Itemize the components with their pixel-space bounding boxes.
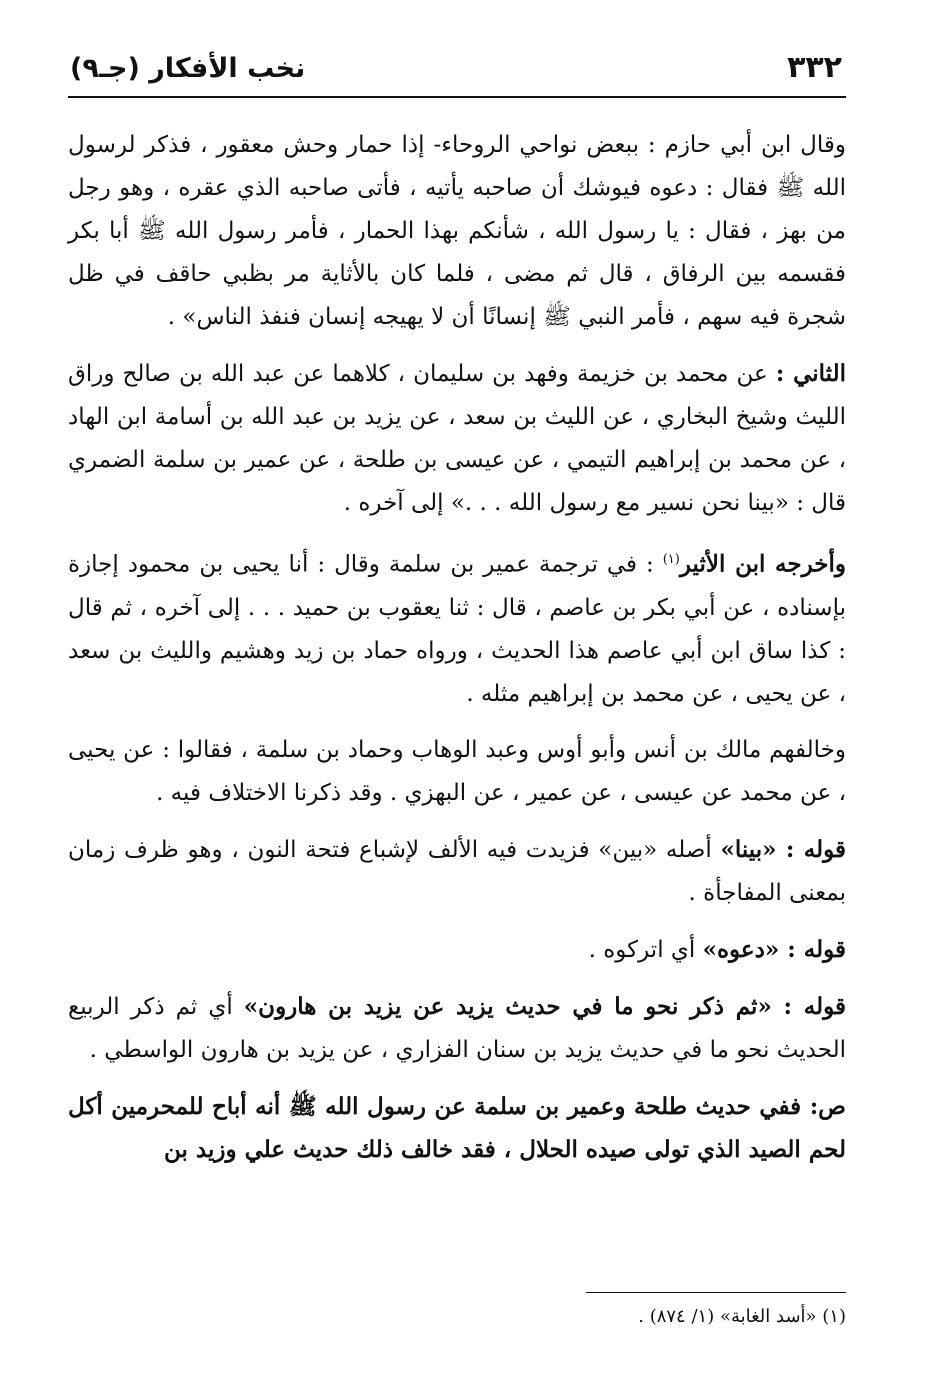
paragraph-3-text: : في ترجمة عمير بن سلمة وقال : أنا يحيى بن محمود إجازة بإسناده ، عن أبي بكر بن عاصم ، قال : ثنا يعقوب بن حميد . . . إلى آخره ، ثم قال : كذا ساق ابن أبي عاصم هذا الحديث ، ورواه حماد بن زيد وهشيم والليث بن سعد ، عن يحيى ، عن محمد بن إبراهيم مثله .: [68, 551, 846, 707]
paragraph-5-text: أصله «بين» فزيدت فيه الألف لإشباع فتحة النون ، وهو ظرف زمان بمعنى المفاجأة .: [68, 836, 846, 906]
paragraph-6: [68, 928, 846, 972]
body-text: [68, 124, 846, 1184]
paragraph-7: [68, 985, 846, 1072]
paragraph-7-lead: قوله : «ثم ذكر نحو ما في حديث يزيد عن يزيد بن هارون»: [243, 992, 846, 1020]
paragraph-6-lead: قوله : «دعوه»: [702, 935, 846, 963]
paragraph-3: [68, 538, 846, 716]
header-rule: [68, 96, 846, 98]
page-header: [68, 40, 846, 96]
footnote-ref: (١): [662, 552, 680, 567]
page-number: ٣٣٢: [787, 50, 842, 85]
footnote: (١) «أسد الغابة» (١/ ٨٧٤) .: [638, 1306, 846, 1327]
paragraph-4: [68, 729, 846, 815]
paragraph-1-text: وقال ابن أبي حازم : ببعض نواحي الروحاء- إذا حمار وحش معقور ، فذكر لرسول الله ﷺ فقال : دعوه فيوشك أن صاحبه يأتيه ، فأتى صاحبه الذي عقره ، وهو رجل من بهز ، فقال : يا رسول الله ، شأنكم بهذا الحمار ، فأمر رسول الله ﷺ أبا بكر فقسمه بين الرفاق ، قال ثم مضى ، فلما كان بالأثاية مر بظبي حاقف في ظل شجرة فيه سهم ، فأمر النبي ﷺ إنسانًا أن لا يهيجه إنسان فنفذ الناس» .: [68, 132, 846, 330]
paragraph-6-text: أي اتركوه .: [588, 936, 703, 963]
paragraph-2-lead: الثاني :: [775, 360, 846, 387]
paragraph-8-text: ص: ففي حديث طلحة وعمير بن سلمة عن رسول الله ﷺ أنه أباح للمحرمين أكل لحم الصيد الذي تولى صيده الحلال ، فقد خالف ذلك حديث علي وزيد بن: [68, 1092, 846, 1163]
paragraph-8: [68, 1085, 846, 1171]
paragraph-1: [68, 124, 846, 339]
paragraph-7-text: أي ثم ذكر الربيع الحديث نحو ما في حديث يزيد بن سنان الفزاري ، عن يزيد بن هارون الواسطي .: [68, 993, 846, 1063]
paragraph-2: [68, 352, 846, 525]
paragraph-3-lead: وأخرجه ابن الأثير: [679, 550, 846, 578]
paragraph-4-text: وخالفهم مالك بن أنس وأبو أوس وعبد الوهاب وحماد بن سلمة ، فقالوا : عن يحيى ، عن محمد عن عيسى ، عن عمير ، عن البهزي . وقد ذكرنا الاختلاف فيه .: [68, 736, 846, 806]
paragraph-5: [68, 828, 846, 915]
paragraph-5-lead: قوله : «بينا»: [720, 835, 846, 863]
paragraph-2-text: عن محمد بن خزيمة وفهد بن سليمان ، كلاهما عن عبد الله بن صالح وراق الليث وشيخ البخاري ، عن الليث بن سعد ، عن يزيد بن عبد الله بن أسامة ابن الهاد ، عن محمد بن إبراهيم التيمي ، عن عيسى بن طلحة ، عن عمير بن سلمة الضمري قال : «بينا نحن نسير مع رسول الله . . .» إلى آخره .: [68, 361, 846, 516]
book-page: [68, 40, 846, 1340]
running-title: نخب الأفكار (جـ٩): [70, 53, 306, 84]
footnote-rule: [586, 1292, 846, 1293]
